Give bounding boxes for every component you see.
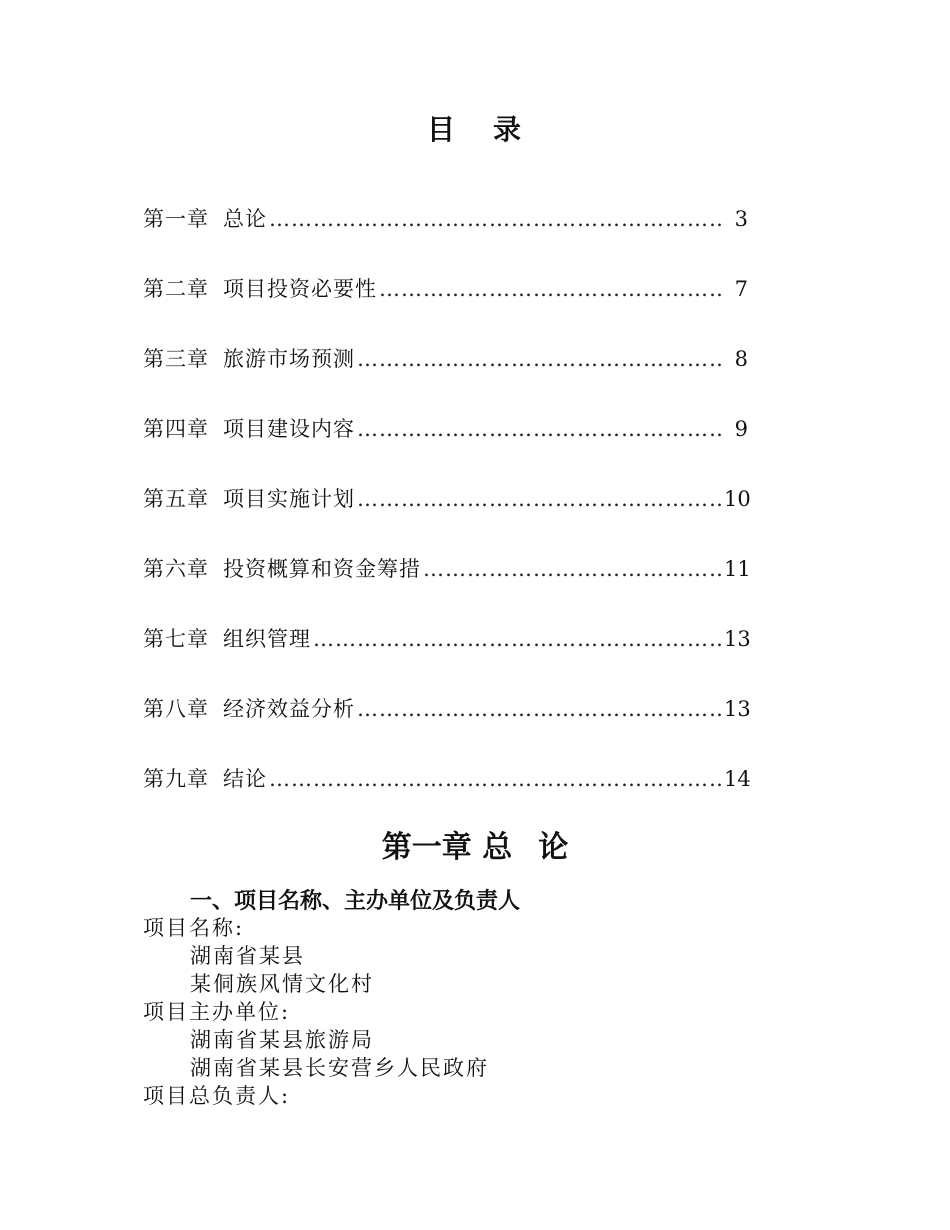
toc-chapter-number: 第八章: [143, 697, 209, 721]
toc-entry[interactable]: [143, 340, 748, 410]
field-label: 项目主办单位:: [143, 1000, 291, 1024]
toc-chapter-number: 第一章: [143, 207, 209, 231]
chapter-heading: 第一章 总 论: [381, 830, 569, 865]
toc-page-number: 10: [724, 487, 751, 511]
toc-page-number: 8: [734, 347, 748, 371]
toc-dot-leader: [423, 550, 722, 588]
toc-entry[interactable]: [143, 480, 751, 550]
toc-chapter-name: 总论: [223, 207, 267, 231]
toc-chapter-number: 第五章: [143, 487, 209, 511]
toc-chapter-name: 投资概算和资金筹措: [223, 557, 421, 581]
toc-dot-leader: [269, 760, 722, 798]
field-value: 湖南省某县旅游局: [190, 1028, 374, 1052]
toc-chapter-name: 结论: [223, 767, 267, 791]
field-value: 湖南省某县长安营乡人民政府: [190, 1056, 489, 1080]
toc-chapter-name: 项目实施计划: [223, 487, 355, 511]
toc-chapter-number: 第四章: [143, 417, 209, 441]
toc-entry[interactable]: [143, 270, 748, 340]
toc-chapter-name: 项目投资必要性: [223, 277, 377, 301]
toc-page-number: 14: [724, 767, 751, 791]
toc-chapter-number: 第九章: [143, 767, 209, 791]
toc-chapter-number: 第三章: [143, 347, 209, 371]
field-label: 项目总负责人:: [143, 1084, 291, 1108]
toc-page-number: 13: [724, 697, 751, 721]
toc-chapter-name: 旅游市场预测: [223, 347, 355, 371]
toc-entry[interactable]: [143, 620, 751, 690]
toc-dot-leader: [269, 200, 722, 238]
toc-page-number: 3: [734, 207, 748, 231]
toc-entry[interactable]: [143, 690, 751, 760]
toc-entry[interactable]: [143, 760, 751, 830]
field-value: 某侗族风情文化村: [190, 972, 374, 996]
section-heading: 一、项目名称、主办单位及负责人: [190, 889, 521, 914]
toc-page-number: 13: [724, 627, 751, 651]
toc-chapter-number: 第七章: [143, 627, 209, 651]
toc-chapter-name: 组织管理: [223, 627, 311, 651]
toc-dot-leader: [379, 270, 722, 308]
toc-chapter-name: 经济效益分析: [223, 697, 355, 721]
section-body: [143, 914, 843, 1110]
toc-chapter-number: 第六章: [143, 557, 209, 581]
table-of-contents: [143, 200, 751, 830]
toc-chapter-name: 项目建设内容: [223, 417, 355, 441]
toc-entry[interactable]: [143, 410, 748, 480]
toc-dot-leader: [357, 410, 722, 448]
toc-title: 目 录: [426, 113, 524, 146]
toc-dot-leader: [357, 690, 722, 728]
toc-entry[interactable]: [143, 550, 751, 620]
toc-page-number: 9: [734, 417, 748, 441]
toc-entry[interactable]: [143, 200, 748, 270]
toc-page-number: 7: [734, 277, 748, 301]
field-value: 湖南省某县: [190, 944, 305, 968]
toc-dot-leader: [357, 480, 722, 518]
toc-page-number: 11: [724, 557, 751, 581]
toc-dot-leader: [357, 340, 722, 378]
field-label: 项目名称:: [143, 916, 245, 940]
toc-chapter-number: 第二章: [143, 277, 209, 301]
toc-dot-leader: [313, 620, 722, 658]
